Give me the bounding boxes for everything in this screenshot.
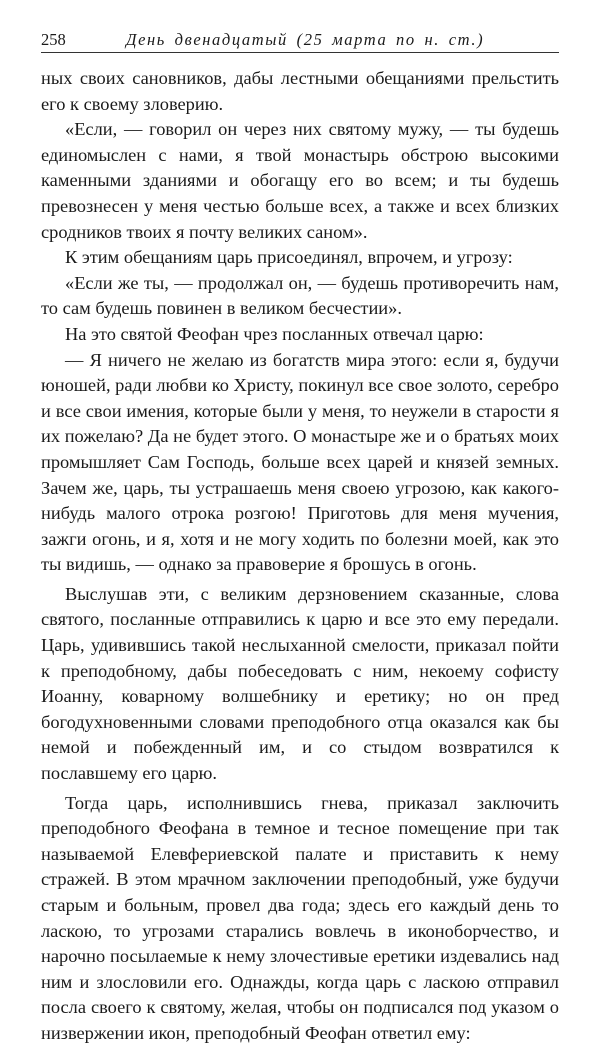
paragraph: На это святой Феофан чрез посланных отвечал царю: (65, 323, 484, 344)
paragraph: ных своих сановников, дабы лестными обещаниями прельстить его к своему зловерию. (41, 68, 559, 114)
paragraph: Тогда царь, исполнившись гнева, приказал заключить преподобного Феофана в темное и тесное помещение при так называемой Елевфериевской палате и приставить к нему стражей. В этом мрачном заключении преподобный, уже будучи старым и больным, провел два года; здесь его каждый день то ласкою, то угрозами старались вовлечь в иконоборчество, и нарочно посылаемые к нему злочестивые еретики издевались над ним и злословили его. Однажды, когда царь с ласкою отправил посла своего к святому, желая, чтобы он подписался под указом о низвержении икон, преподобный Феофан ответил ему: (41, 792, 559, 1043)
body-text (41, 66, 559, 1047)
paragraph: Выслушав эти, с великим дерзновением сказанные, слова святого, посланные отправились к царю и все это ему передали. Царь, удивившись такой неслыханной смелости, приказал пойти к преподобному, дабы побеседовать с ним, некоему софисту Иоанну, коварному волшебнику и еретику; но он пред богодухновенными словами преподобного отца оказался как бы немой и побежденный им, и со стыдом возвратился к пославшему его царю. (41, 583, 559, 784)
paragraph: «Если же ты, — продолжал он, — будешь противоречить нам, то сам будешь повинен в великом бесчестии». (41, 272, 559, 319)
running-header (41, 30, 559, 53)
paragraph: — Я ничего не желаю из богатств мира этого: если я, будучи юношей, ради любви ко Христу, покинул все свое золото, серебро и все свои имения, которые были у меня, то неужели в старости я их пожелаю? Да не будет этого. О монастыре же и о братьях моих промышляет Сам Господь, больше всех царей и князей земных. Зачем же, царь, ты устрашаешь меня своею угрозою, как какого-нибудь малого отрока розгою! Приготовь для меня мучения, зажги огонь, и я, хотя и не могу ходить по болезни моей, как это ты видишь, — однако за правоверие я брошусь в огонь. (41, 349, 559, 575)
chapter-title: День двенадцатый (25 марта по н. ст.) (126, 30, 485, 49)
paragraph: К этим обещаниям царь присоединял, впрочем, и угрозу: (65, 247, 513, 268)
paragraph: «Если, — говорил он через них святому мужу, — ты будешь единомыслен с нами, я твой монастырь обстрою высокими каменными зданиями и обогащу его во всем; и ты будешь превознесен у меня честью больше всех, а также и всех близких сродников твоих я почту великих саном». (41, 119, 559, 242)
page-number: 258 (41, 30, 66, 49)
